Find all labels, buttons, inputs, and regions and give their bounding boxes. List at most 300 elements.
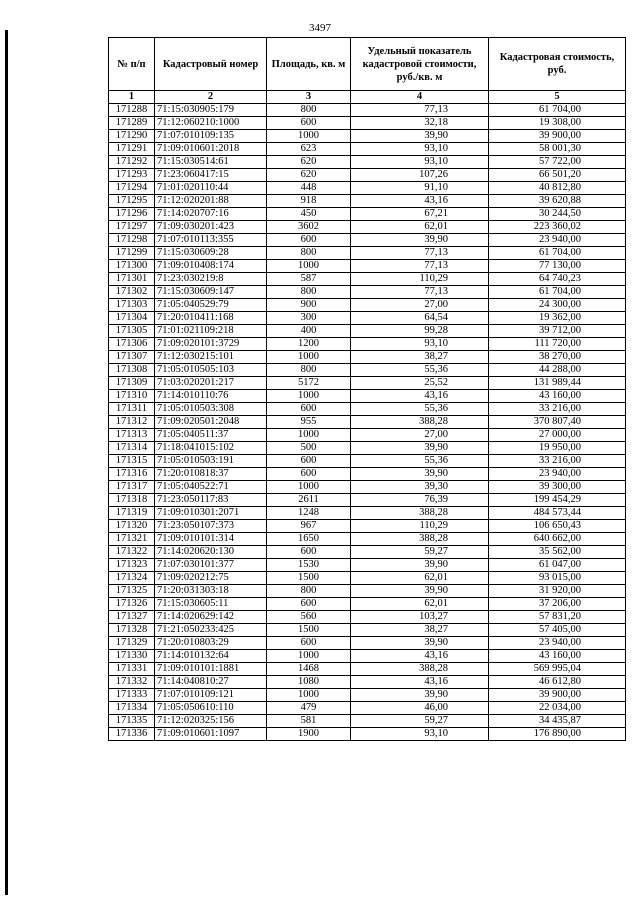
area-cell: 450 [267,208,351,221]
specific-value-cell: 388,28 [351,663,489,676]
specific-value-cell: 55,36 [351,403,489,416]
header-specific-value: Удельный показатель кадастровой стоимости, руб./кв. м [351,38,489,91]
specific-value-cell: 43,16 [351,195,489,208]
table-row [109,702,626,715]
area-cell: 1000 [267,130,351,143]
cadastral-value-cell: 19 950,00 [489,442,626,455]
area-cell: 1468 [267,663,351,676]
cadastral-value-table [108,37,626,741]
row-number-cell: 171328 [109,624,155,637]
cadastral-number-cell: 71:07:010113:355 [155,234,267,247]
specific-value-cell: 39,90 [351,637,489,650]
area-cell: 1530 [267,559,351,572]
cadastral-number-cell: 71:09:010601:1097 [155,728,267,741]
row-number-cell: 171290 [109,130,155,143]
header-row-number: № п/п [109,38,155,91]
cadastral-number-cell: 71:14:020620:130 [155,546,267,559]
area-cell: 1080 [267,676,351,689]
cadastral-number-cell: 71:14:020707:16 [155,208,267,221]
cadastral-number-cell: 71:21:050233:425 [155,624,267,637]
header-cadastral-number: Кадастровый номер [155,38,267,91]
area-cell: 1200 [267,338,351,351]
area-cell: 800 [267,286,351,299]
cadastral-number-cell: 71:15:030609:28 [155,247,267,260]
cadastral-value-cell: 58 001,30 [489,143,626,156]
cadastral-value-cell: 93 015,00 [489,572,626,585]
cadastral-number-cell: 71:14:010132:64 [155,650,267,663]
table-row [109,364,626,377]
row-number-cell: 171289 [109,117,155,130]
cadastral-value-cell: 77 130,00 [489,260,626,273]
column-index: 3 [267,91,351,104]
specific-value-cell: 59,27 [351,715,489,728]
cadastral-value-cell: 19 308,00 [489,117,626,130]
table-row [109,221,626,234]
cadastral-number-cell: 71:09:010408:174 [155,260,267,273]
specific-value-cell: 107,26 [351,169,489,182]
row-number-cell: 171322 [109,546,155,559]
cadastral-number-cell: 71:23:060417:15 [155,169,267,182]
cadastral-value-cell: 64 740,23 [489,273,626,286]
area-cell: 955 [267,416,351,429]
table-row [109,117,626,130]
area-cell: 600 [267,117,351,130]
cadastral-value-cell: 23 940,00 [489,234,626,247]
cadastral-value-cell: 57 722,00 [489,156,626,169]
area-cell: 800 [267,247,351,260]
row-number-cell: 171332 [109,676,155,689]
area-cell: 600 [267,468,351,481]
row-number-cell: 171298 [109,234,155,247]
column-index: 4 [351,91,489,104]
row-number-cell: 171330 [109,650,155,663]
cadastral-value-cell: 38 270,00 [489,351,626,364]
column-index: 1 [109,91,155,104]
cadastral-number-cell: 71:09:030201:423 [155,221,267,234]
cadastral-value-cell: 370 807,40 [489,416,626,429]
cadastral-value-cell: 106 650,43 [489,520,626,533]
cadastral-number-cell: 71:23:030219:8 [155,273,267,286]
specific-value-cell: 38,27 [351,351,489,364]
specific-value-cell: 46,00 [351,702,489,715]
cadastral-number-cell: 71:15:030609:147 [155,286,267,299]
area-cell: 300 [267,312,351,325]
row-number-cell: 171329 [109,637,155,650]
cadastral-value-cell: 46 612,80 [489,676,626,689]
row-number-cell: 171335 [109,715,155,728]
cadastral-value-cell: 176 890,00 [489,728,626,741]
header-cadastral-value: Кадастровая стоимость, руб. [489,38,626,91]
cadastral-number-cell: 71:03:020201:217 [155,377,267,390]
area-cell: 1000 [267,260,351,273]
cadastral-number-cell: 71:09:020501:2048 [155,416,267,429]
cadastral-value-cell: 19 362,00 [489,312,626,325]
specific-value-cell: 103,27 [351,611,489,624]
area-cell: 1000 [267,390,351,403]
area-cell: 800 [267,104,351,117]
area-cell: 600 [267,637,351,650]
area-cell: 620 [267,156,351,169]
cadastral-value-cell: 43 160,00 [489,650,626,663]
specific-value-cell: 27,00 [351,429,489,442]
cadastral-value-cell: 66 501,20 [489,169,626,182]
table-row [109,507,626,520]
specific-value-cell: 77,13 [351,286,489,299]
specific-value-cell: 110,29 [351,273,489,286]
cadastral-number-cell: 71:23:050117:83 [155,494,267,507]
area-cell: 1000 [267,351,351,364]
table-row [109,325,626,338]
row-number-cell: 171302 [109,286,155,299]
table-row [109,598,626,611]
cadastral-number-cell: 71:05:010503:308 [155,403,267,416]
specific-value-cell: 39,90 [351,585,489,598]
specific-value-cell: 388,28 [351,507,489,520]
specific-value-cell: 62,01 [351,572,489,585]
specific-value-cell: 27,00 [351,299,489,312]
table-row [109,299,626,312]
cadastral-value-cell: 61 704,00 [489,247,626,260]
cadastral-value-cell: 37 206,00 [489,598,626,611]
specific-value-cell: 93,10 [351,156,489,169]
cadastral-number-cell: 71:14:020629:142 [155,611,267,624]
specific-value-cell: 39,90 [351,468,489,481]
specific-value-cell: 93,10 [351,728,489,741]
cadastral-number-cell: 71:01:021109:218 [155,325,267,338]
cadastral-value-cell: 199 454,29 [489,494,626,507]
cadastral-value-cell: 61 704,00 [489,286,626,299]
specific-value-cell: 62,01 [351,598,489,611]
table-row [109,247,626,260]
table-row [109,208,626,221]
area-cell: 5172 [267,377,351,390]
row-number-cell: 171306 [109,338,155,351]
specific-value-cell: 39,90 [351,559,489,572]
row-number-cell: 171313 [109,429,155,442]
cadastral-value-cell: 39 712,00 [489,325,626,338]
row-number-cell: 171288 [109,104,155,117]
cadastral-value-cell: 33 216,00 [489,455,626,468]
table-row [109,663,626,676]
table-body [109,104,626,741]
table-row [109,377,626,390]
cadastral-value-cell: 44 288,00 [489,364,626,377]
area-cell: 800 [267,364,351,377]
table-row [109,715,626,728]
specific-value-cell: 39,90 [351,234,489,247]
cadastral-value-cell: 569 995,04 [489,663,626,676]
cadastral-number-cell: 71:20:010818:37 [155,468,267,481]
cadastral-number-cell: 71:15:030514:61 [155,156,267,169]
table-row [109,312,626,325]
table-row [109,156,626,169]
area-cell: 587 [267,273,351,286]
area-cell: 620 [267,169,351,182]
row-number-cell: 171315 [109,455,155,468]
area-cell: 600 [267,234,351,247]
row-number-cell: 171331 [109,663,155,676]
table-row [109,169,626,182]
cadastral-number-cell: 71:18:041015:102 [155,442,267,455]
row-number-cell: 171321 [109,533,155,546]
header-area: Площадь, кв. м [267,38,351,91]
specific-value-cell: 388,28 [351,416,489,429]
cadastral-value-cell: 43 160,00 [489,390,626,403]
cadastral-value-cell: 57 405,00 [489,624,626,637]
cadastral-value-cell: 30 244,50 [489,208,626,221]
row-number-cell: 171312 [109,416,155,429]
specific-value-cell: 99,28 [351,325,489,338]
area-cell: 1500 [267,572,351,585]
binding-edge-line [5,30,8,895]
table-row [109,637,626,650]
area-cell: 918 [267,195,351,208]
table-row [109,585,626,598]
specific-value-cell: 388,28 [351,533,489,546]
specific-value-cell: 25,52 [351,377,489,390]
table-row [109,338,626,351]
cadastral-value-cell: 640 662,00 [489,533,626,546]
area-cell: 500 [267,442,351,455]
area-cell: 623 [267,143,351,156]
table-row [109,481,626,494]
row-number-cell: 171326 [109,598,155,611]
table-row [109,533,626,546]
cadastral-number-cell: 71:09:010101:1881 [155,663,267,676]
table-row [109,455,626,468]
specific-value-cell: 77,13 [351,260,489,273]
specific-value-cell: 64,54 [351,312,489,325]
cadastral-number-cell: 71:09:010301:2071 [155,507,267,520]
table-row [109,429,626,442]
cadastral-value-cell: 31 920,00 [489,585,626,598]
specific-value-cell: 55,36 [351,364,489,377]
table-row [109,260,626,273]
area-cell: 600 [267,546,351,559]
row-number-cell: 171319 [109,507,155,520]
area-cell: 1500 [267,624,351,637]
cadastral-value-cell: 484 573,44 [489,507,626,520]
cadastral-value-cell: 223 360,02 [489,221,626,234]
cadastral-number-cell: 71:05:010505:103 [155,364,267,377]
specific-value-cell: 59,27 [351,546,489,559]
specific-value-cell: 43,16 [351,650,489,663]
table-header-row [109,38,626,91]
row-number-cell: 171300 [109,260,155,273]
area-cell: 900 [267,299,351,312]
cadastral-number-cell: 71:01:020110:44 [155,182,267,195]
column-index: 2 [155,91,267,104]
table-row [109,130,626,143]
area-cell: 560 [267,611,351,624]
area-cell: 1900 [267,728,351,741]
cadastral-value-cell: 111 720,00 [489,338,626,351]
cadastral-value-cell: 23 940,00 [489,468,626,481]
cadastral-number-cell: 71:05:040529:79 [155,299,267,312]
cadastral-number-cell: 71:09:010601:2018 [155,143,267,156]
row-number-cell: 171323 [109,559,155,572]
row-number-cell: 171297 [109,221,155,234]
row-number-cell: 171336 [109,728,155,741]
cadastral-value-cell: 57 831,20 [489,611,626,624]
cadastral-number-cell: 71:20:010411:168 [155,312,267,325]
cadastral-value-cell: 35 562,00 [489,546,626,559]
cadastral-number-cell: 71:09:020212:75 [155,572,267,585]
cadastral-number-cell: 71:07:030101:377 [155,559,267,572]
table-row [109,442,626,455]
cadastral-number-cell: 71:05:010503:191 [155,455,267,468]
row-number-cell: 171305 [109,325,155,338]
row-number-cell: 171307 [109,351,155,364]
area-cell: 600 [267,598,351,611]
specific-value-cell: 43,16 [351,676,489,689]
table-row [109,403,626,416]
row-number-cell: 171314 [109,442,155,455]
table-row [109,390,626,403]
cadastral-number-cell: 71:05:040511:37 [155,429,267,442]
table-row [109,689,626,702]
area-cell: 600 [267,455,351,468]
table-row [109,559,626,572]
row-number-cell: 171299 [109,247,155,260]
specific-value-cell: 38,27 [351,624,489,637]
table-row [109,104,626,117]
area-cell: 1000 [267,481,351,494]
area-cell: 1000 [267,650,351,663]
cadastral-value-cell: 27 000,00 [489,429,626,442]
row-number-cell: 171325 [109,585,155,598]
cadastral-value-cell: 22 034,00 [489,702,626,715]
cadastral-value-cell: 33 216,00 [489,403,626,416]
cadastral-number-cell: 71:14:040810:27 [155,676,267,689]
cadastral-value-cell: 61 704,00 [489,104,626,117]
area-cell: 967 [267,520,351,533]
table-row [109,494,626,507]
specific-value-cell: 62,01 [351,221,489,234]
table-row [109,676,626,689]
column-index: 5 [489,91,626,104]
row-number-cell: 171294 [109,182,155,195]
cadastral-number-cell: 71:12:030215:101 [155,351,267,364]
row-number-cell: 171318 [109,494,155,507]
row-number-cell: 171324 [109,572,155,585]
area-cell: 1650 [267,533,351,546]
cadastral-number-cell: 71:09:020101:3729 [155,338,267,351]
area-cell: 2611 [267,494,351,507]
cadastral-number-cell: 71:09:010101:314 [155,533,267,546]
row-number-cell: 171320 [109,520,155,533]
row-number-cell: 171327 [109,611,155,624]
specific-value-cell: 67,21 [351,208,489,221]
area-cell: 1248 [267,507,351,520]
table-row [109,182,626,195]
table-row [109,286,626,299]
cadastral-value-cell: 61 047,00 [489,559,626,572]
area-cell: 800 [267,585,351,598]
row-number-cell: 171311 [109,403,155,416]
table-column-index-row [109,91,626,104]
table-row [109,143,626,156]
area-cell: 1000 [267,689,351,702]
specific-value-cell: 39,90 [351,442,489,455]
table-row [109,650,626,663]
cadastral-value-cell: 40 812,80 [489,182,626,195]
row-number-cell: 171316 [109,468,155,481]
cadastral-value-cell: 39 300,00 [489,481,626,494]
table-row [109,572,626,585]
table-row [109,273,626,286]
area-cell: 1000 [267,429,351,442]
table-row [109,468,626,481]
row-number-cell: 171317 [109,481,155,494]
cadastral-number-cell: 71:20:031303:18 [155,585,267,598]
row-number-cell: 171295 [109,195,155,208]
specific-value-cell: 39,30 [351,481,489,494]
table-row [109,351,626,364]
table-row [109,546,626,559]
cadastral-number-cell: 71:05:050610:110 [155,702,267,715]
cadastral-value-cell: 39 900,00 [489,689,626,702]
cadastral-number-cell: 71:23:050107:373 [155,520,267,533]
cadastral-value-cell: 23 940,00 [489,637,626,650]
cadastral-number-cell: 71:14:010110:76 [155,390,267,403]
cadastral-number-cell: 71:15:030905:179 [155,104,267,117]
row-number-cell: 171333 [109,689,155,702]
specific-value-cell: 77,13 [351,247,489,260]
row-number-cell: 171293 [109,169,155,182]
specific-value-cell: 76,39 [351,494,489,507]
page-number: 3497 [309,22,331,34]
cadastral-value-cell: 24 300,00 [489,299,626,312]
specific-value-cell: 32,18 [351,117,489,130]
cadastral-value-cell: 131 989,44 [489,377,626,390]
area-cell: 479 [267,702,351,715]
specific-value-cell: 93,10 [351,338,489,351]
row-number-cell: 171310 [109,390,155,403]
row-number-cell: 171301 [109,273,155,286]
cadastral-value-cell: 39 900,00 [489,130,626,143]
table-row [109,195,626,208]
cadastral-number-cell: 71:07:010109:135 [155,130,267,143]
cadastral-number-cell: 71:05:040522:71 [155,481,267,494]
cadastral-number-cell: 71:12:060210:1000 [155,117,267,130]
row-number-cell: 171296 [109,208,155,221]
row-number-cell: 171292 [109,156,155,169]
row-number-cell: 171291 [109,143,155,156]
cadastral-number-cell: 71:15:030605:11 [155,598,267,611]
cadastral-value-cell: 34 435,87 [489,715,626,728]
specific-value-cell: 77,13 [351,104,489,117]
table-row [109,728,626,741]
row-number-cell: 171304 [109,312,155,325]
table-row [109,520,626,533]
row-number-cell: 171309 [109,377,155,390]
specific-value-cell: 91,10 [351,182,489,195]
cadastral-value-cell: 39 620,88 [489,195,626,208]
specific-value-cell: 39,90 [351,689,489,702]
area-cell: 581 [267,715,351,728]
row-number-cell: 171303 [109,299,155,312]
table-row [109,624,626,637]
specific-value-cell: 43,16 [351,390,489,403]
area-cell: 600 [267,403,351,416]
specific-value-cell: 93,10 [351,143,489,156]
table-row [109,611,626,624]
cadastral-number-cell: 71:20:010803:29 [155,637,267,650]
table-row [109,416,626,429]
table-row [109,234,626,247]
area-cell: 400 [267,325,351,338]
